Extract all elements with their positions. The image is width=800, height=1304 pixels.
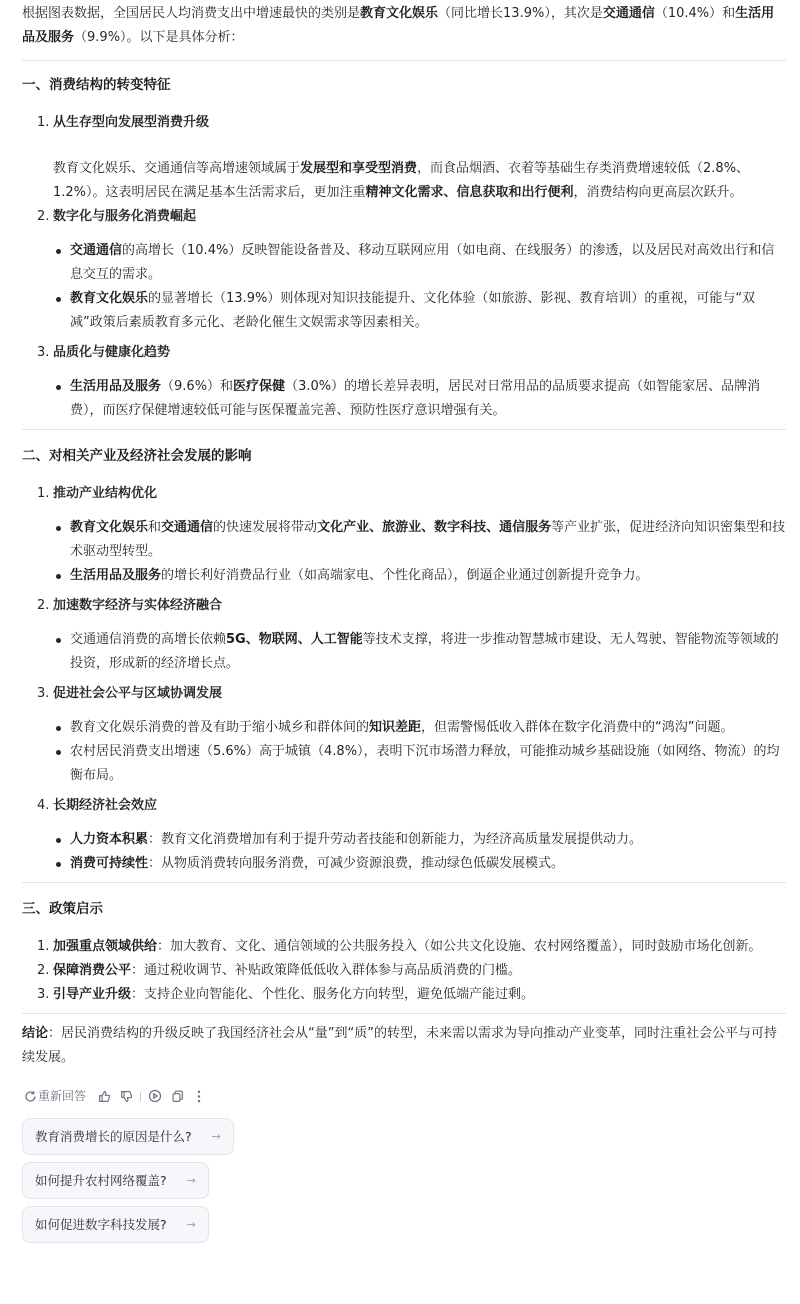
divider xyxy=(22,429,786,430)
intro-text: （9.9%）。以下是具体分析： xyxy=(74,30,244,45)
action-bar xyxy=(22,1084,786,1108)
text: 交通通信消费的高增长依赖 xyxy=(70,632,227,647)
text: 教育文化娱乐消费的普及有助于缩小城乡和群体间的 xyxy=(70,720,370,735)
like-button[interactable] xyxy=(96,1088,112,1104)
arrow-right-icon: → xyxy=(186,1217,196,1231)
list-number: 1. xyxy=(37,939,50,954)
bold-text: 消费可持续性 xyxy=(70,856,149,871)
text: ：加大教育、文化、通信领域的公共服务投入（如公共文化设施、农村网络覆盖），同时鼓励市场化创新。 xyxy=(157,939,762,954)
refresh-icon xyxy=(22,1088,38,1104)
intro-bold: 生活用品及服务 xyxy=(22,6,775,45)
subheading-text: 推动产业结构优化 xyxy=(53,486,158,501)
text: ，消费结构向更高层次跃升。 xyxy=(573,185,743,200)
list-item xyxy=(70,564,786,588)
bold-text: 加强重点领域供给 xyxy=(53,939,158,954)
divider xyxy=(22,882,786,883)
subheading-2-4 xyxy=(22,794,786,818)
text: ：支持企业向智能化、个性化、服务化方向转型，避免低端产能过剩。 xyxy=(131,987,535,1002)
list-item xyxy=(70,375,786,423)
divider xyxy=(22,60,786,61)
list-number: 3. xyxy=(37,686,50,701)
subheading-text: 加速数字经济与实体经济融合 xyxy=(53,598,223,613)
text: （3.0%）的增长差异表明，居民对日常用品的品质要求提高（如智能家居、品牌消费），而医疗保健增速较低可能与医保覆盖完善、预防性医疗意识增强有关。 xyxy=(70,379,761,418)
regenerate-button[interactable] xyxy=(22,1084,86,1108)
section-heading-3: 三、政策启示 xyxy=(22,901,103,917)
play-icon xyxy=(147,1088,163,1104)
suggestion-chip[interactable] xyxy=(22,1118,234,1155)
thumbs-down-icon xyxy=(118,1088,134,1104)
bold-text: 教育文化娱乐 xyxy=(70,520,149,535)
subheading-2-2 xyxy=(22,594,786,618)
subheading-2-3 xyxy=(22,682,786,706)
policy-list xyxy=(22,935,786,1007)
suggested-questions xyxy=(22,1118,786,1250)
arrow-right-icon: → xyxy=(211,1129,221,1143)
text: 的高增长（10.4%）反映智能设备普及、移动互联网应用（如电商、在线服务）的渗透，以及居民对高效出行和信息交互的需求。 xyxy=(70,243,775,282)
copy-icon xyxy=(169,1088,185,1104)
bold-text: 引导产业升级 xyxy=(53,987,132,1002)
bold-text: 精神文化需求、信息获取和出行便利 xyxy=(365,185,574,200)
section-heading-1: 一、消费结构的转变特征 xyxy=(22,77,171,93)
list-number: 2. xyxy=(37,598,50,613)
text: 的增长利好消费品行业（如高端家电、个性化商品），倒逼企业通过创新提升竞争力。 xyxy=(161,568,649,583)
list-number: 2. xyxy=(37,209,50,224)
arrow-right-icon: → xyxy=(186,1173,196,1187)
text: ：通过税收调节、补贴政策降低低收入群体参与高品质消费的门槛。 xyxy=(131,963,522,978)
bold-text: 交通通信 xyxy=(161,520,214,535)
subheading-text: 品质化与健康化趋势 xyxy=(53,345,171,360)
text: 的快速发展将带动 xyxy=(213,520,318,535)
dislike-button[interactable] xyxy=(118,1088,134,1104)
subheading-1-3 xyxy=(22,341,786,365)
conclusion-text: ：居民消费结构的升级反映了我国经济社会从“量”到“质”的转型，未来需以需求为导向推动产业变革，同时注重社会公平与可持续发展。 xyxy=(22,1026,777,1065)
bold-text: 生活用品及服务 xyxy=(70,379,162,394)
intro-text: （10.4%）和 xyxy=(654,6,736,21)
list-item xyxy=(70,740,786,788)
divider xyxy=(22,1013,786,1014)
subheading-text: 长期经济社会效应 xyxy=(53,798,158,813)
conclusion-label: 结论 xyxy=(22,1026,49,1041)
copy-button[interactable] xyxy=(169,1088,185,1104)
intro-text: 根据图表数据，全国居民人均消费支出中增速最快的类别是 xyxy=(22,6,361,21)
text: 等技术支撑，将进一步推动智慧城市建设、无人驾驶、智能物流等领域的投资，形成新的经济增长点。 xyxy=(70,632,779,671)
list-item xyxy=(70,628,786,676)
divider xyxy=(140,1092,141,1101)
list-item xyxy=(37,935,786,959)
bold-text: 保障消费公平 xyxy=(53,963,132,978)
intro-paragraph xyxy=(22,0,786,50)
bold-text: 知识差距 xyxy=(369,720,422,735)
bold-text: 5G、物联网、人工智能 xyxy=(226,632,363,647)
text: ：教育文化消费增加有利于提升劳动者技能和创新能力，为经济高质量发展提供动力。 xyxy=(148,832,643,847)
text: ，而食品烟酒、衣着等基础生存类消费增速较低（2.8%、1.2%）。这表明居民在满足基本生活需求后，更加注重 xyxy=(53,161,750,200)
list-number: 4. xyxy=(37,798,50,813)
text: ，但需警惕低收入群体在数字化消费中的“鸿沟”问题。 xyxy=(421,720,734,735)
bold-text: 文化产业、旅游业、数字科技、通信服务 xyxy=(317,520,552,535)
subheading-2-1 xyxy=(22,482,786,506)
suggestion-label: 如何促进数字科技发展? xyxy=(35,1216,167,1232)
list-item xyxy=(37,983,786,1007)
list-item xyxy=(70,716,786,740)
regenerate-label: 重新回答 xyxy=(38,1089,87,1103)
bullet-list xyxy=(22,516,786,588)
suggestion-chip[interactable] xyxy=(22,1162,209,1199)
text: 等产业扩张，促进经济向知识密集型和技术驱动型转型。 xyxy=(70,520,786,559)
bold-text: 生活用品及服务 xyxy=(70,568,162,583)
list-number: 1. xyxy=(37,486,50,501)
subheading-1-1 xyxy=(22,111,786,135)
bullet-list xyxy=(22,716,786,788)
list-number: 1. xyxy=(37,115,50,130)
intro-text: （同比增长13.9%），其次是 xyxy=(438,6,603,21)
list-item xyxy=(70,239,786,287)
text: 和 xyxy=(148,520,162,535)
bold-text: 交通通信 xyxy=(70,243,123,258)
bullet-list xyxy=(22,828,786,876)
list-item xyxy=(70,287,786,335)
list-item xyxy=(70,852,786,876)
text: 农村居民消费支出增速（5.6%）高于城镇（4.8%），表明下沉市场潜力释放，可能推动城乡基础设施（如网络、物流）的均衡布局。 xyxy=(70,744,780,783)
text: 的显著增长（13.9%）则体现对知识技能提升、文化体验（如旅游、影视、教育培训）的重视，可能与“双减”政策后素质教育多元化、老龄化催生文娱需求等因素相关。 xyxy=(70,291,756,330)
list-item xyxy=(37,959,786,983)
bold-text: 教育文化娱乐 xyxy=(70,291,149,306)
paragraph xyxy=(22,157,786,205)
suggestion-label: 如何提升农村网络覆盖? xyxy=(35,1172,167,1188)
conclusion xyxy=(22,1022,786,1070)
bold-text: 人力资本积累 xyxy=(70,832,149,847)
thumbs-up-icon xyxy=(96,1088,112,1104)
bold-text: 医疗保健 xyxy=(233,379,286,394)
intro-bold: 教育文化娱乐 xyxy=(360,6,439,21)
list-number: 3. xyxy=(37,987,50,1002)
text: ：从物质消费转向服务消费，可减少资源浪费，推动绿色低碳发展模式。 xyxy=(148,856,565,871)
list-number: 3. xyxy=(37,345,50,360)
subheading-text: 数字化与服务化消费崛起 xyxy=(53,209,197,224)
list-number: 2. xyxy=(37,963,50,978)
section-heading-2: 二、对相关产业及经济社会发展的影响 xyxy=(22,448,252,464)
read-aloud-button[interactable] xyxy=(147,1088,163,1104)
bullet-list xyxy=(22,375,786,423)
text: （9.6%）和 xyxy=(161,379,234,394)
bullet-list xyxy=(22,628,786,676)
bullet-list xyxy=(22,239,786,335)
intro-bold: 交通通信 xyxy=(602,6,655,21)
subheading-1-2 xyxy=(22,205,786,229)
bold-text: 发展型和享受型消费 xyxy=(300,161,418,176)
text: 教育文化娱乐、交通通信等高增速领域属于 xyxy=(53,161,301,176)
suggestion-label: 教育消费增长的原因是什么? xyxy=(35,1128,192,1144)
list-item xyxy=(70,828,786,852)
more-icon xyxy=(191,1088,207,1104)
more-button[interactable] xyxy=(191,1088,207,1104)
subheading-text: 促进社会公平与区域协调发展 xyxy=(53,686,223,701)
list-item xyxy=(70,516,786,564)
suggestion-chip[interactable] xyxy=(22,1206,209,1243)
subheading-text: 从生存型向发展型消费升级 xyxy=(53,115,210,130)
